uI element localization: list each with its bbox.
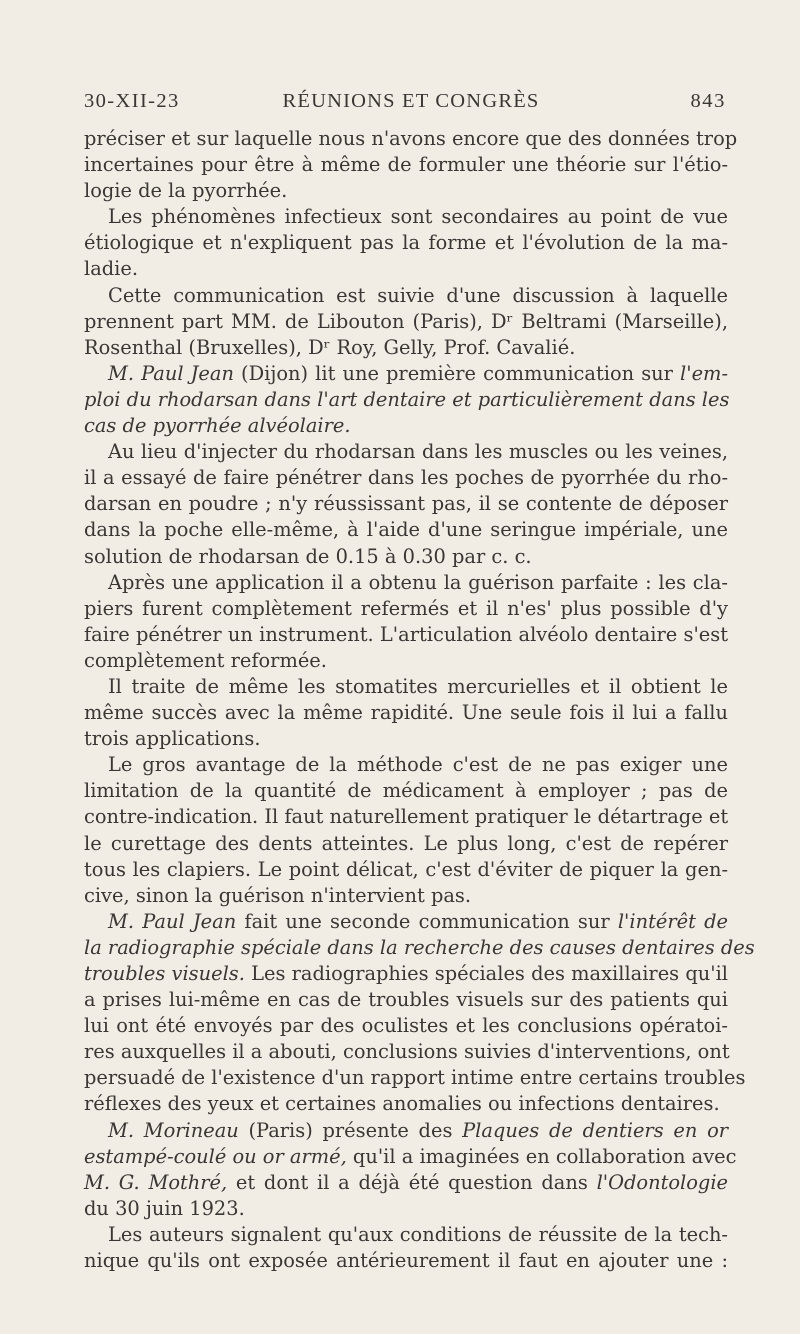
text-segment: trois applications. [84,727,261,751]
text-line [84,1170,728,1196]
text-segment: darsan en poudre ; n'y réussissant pas, il se contente de déposer [84,492,728,516]
text-line [84,1222,728,1248]
italic-text-segment: Plaques de dentiers en or [462,1118,729,1142]
text-line [84,309,728,335]
italic-text-segment: ploi du rhodarsan dans l'art dentaire et particulièrement dans les [84,387,730,411]
text-segment: fait une seconde communication sur [236,909,618,933]
text-segment: faire pénétrer un instrument. L'articulation alvéolo dentaire s'est [84,622,728,646]
text-line [84,596,728,622]
text-line [84,752,728,778]
text-segment: lui ont été envoyés par des oculistes et les conclusions opératoi- [84,1014,728,1038]
text-line [84,1248,728,1274]
text-segment: logie de la pyorrhée. [84,179,288,203]
text-segment: tous les clapiers. Le point délicat, c'est d'éviter de piquer la gen- [84,857,728,881]
text-line [84,152,728,178]
text-line [84,439,728,465]
text-line [84,491,728,517]
text-segment: a prises lui-même en cas de troubles visuels sur des patients qui [84,988,728,1012]
text-line [84,831,728,857]
italic-text-segment: l'Odontologie [596,1170,728,1194]
text-segment: étiologique et n'expliquent pas la forme et l'évolution de la ma- [84,231,728,255]
text-line [84,126,738,152]
text-line [84,804,728,830]
text-line [84,1013,728,1039]
text-segment: persuadé de l'existence d'un rapport intime entre certains troubles [84,1066,746,1090]
text-line [84,648,728,674]
text-segment: Les auteurs signalent qu'aux conditions de réussite de la tech- [108,1222,728,1246]
text-segment: complètement reformée. [84,648,327,672]
text-segment: Les radiographies spéciales des maxillaires qu'il [244,962,728,985]
text-line [84,909,728,935]
text-segment: réflexes des yeux et certaines anomalies ou infections dentaires. [84,1092,720,1116]
text-line [84,778,728,804]
text-line [84,1039,728,1065]
italic-text-segment: troubles visuels. [84,962,245,985]
italic-text-segment: M. Paul Jean [108,361,234,385]
text-segment: préciser et sur laquelle nous n'avons encore que des données trop [84,127,738,150]
text-segment: piers furent complètement refermés et il n'es' plus possible d'y [84,596,728,620]
italic-text-segment: l'em- [680,361,728,385]
text-segment: res auxquelles il a abouti, conclusions suivies d'interventions, ont [84,1040,730,1064]
body-text [84,126,755,1274]
text-line [84,935,755,961]
text-segment: qu'il a imaginées en collaboration avec [346,1144,737,1168]
text-segment: Après une application il a obtenu la guérison parfaite : les cla- [108,570,728,594]
text-segment: du 30 juin 1923. [84,1196,245,1220]
text-line [84,1196,728,1222]
text-line [84,1065,746,1091]
text-line [84,726,728,752]
text-line [84,283,728,309]
text-line [84,413,728,439]
italic-text-segment: cas de pyorrhée alvéolaire. [84,414,351,438]
italic-text-segment: M. Morineau [108,1118,239,1142]
italic-text-segment: estampé-coulé ou or armé, [84,1144,347,1168]
text-line [84,1144,737,1170]
italic-text-segment: M. G. Mothré, [84,1170,228,1194]
text-segment: (Dijon) lit une première communication sur [233,361,681,385]
text-line [84,570,728,596]
text-line [84,961,728,987]
text-segment: Les phénomènes infectieux sont secondaires au point de vue [108,205,728,229]
text-segment: Au lieu d'injecter du rhodarsan dans les muscles ou les veines, [108,440,728,464]
text-line [84,883,728,909]
text-segment: solution de rhodarsan de 0.15 à 0.30 par c. c. [84,544,532,568]
running-header [84,88,728,114]
text-segment: dans la poche elle-même, à l'aide d'une seringue impériale, une [84,518,728,542]
text-line [84,335,728,361]
text-line [84,387,728,413]
text-segment: limitation de la quantité de médicament à employer ; pas de [84,779,728,803]
text-line [84,622,728,648]
text-line [84,857,728,883]
italic-text-segment: l'intérêt de [617,909,728,933]
text-segment: nique qu'ils ont exposée antérieurement il faut en ajouter une : [84,1249,728,1273]
text-segment: il a essayé de faire pénétrer dans les poches de pyorrhée du rho- [84,466,728,490]
text-segment: Il traite de même les stomatites mercurielles et il obtient le [108,674,728,698]
text-segment: cive, sinon la guérison n'intervient pas. [84,883,472,907]
text-line [84,465,728,491]
text-line [84,700,728,726]
text-segment: prennent part MM. de Libouton (Paris), Dʳ Beltrami (Marseille), [84,309,728,333]
text-segment: Rosenthal (Bruxelles), Dʳ Roy, Gelly, Prof. Cavalié. [84,335,576,359]
text-segment: ladie. [84,257,139,281]
text-segment: Cette communication est suivie d'une discussion à laquelle [108,283,728,307]
text-line [84,674,728,700]
text-segment: contre-indication. Il faut naturellement pratiquer le détartrage et [84,805,729,829]
text-line [84,178,728,204]
italic-text-segment: la radiographie spéciale dans la recherche des causes dentaires des [84,935,755,959]
text-line [84,987,728,1013]
text-segment: le curettage des dents atteintes. Le plus long, c'est de repérer [84,831,728,855]
text-line [84,256,728,282]
text-segment: et dont il a déjà été question dans [227,1170,597,1194]
italic-text-segment: M. Paul Jean [108,909,237,933]
page-number: 843 [690,90,726,112]
text-line [84,361,728,387]
header-date: 30-XII-23 [84,90,180,112]
text-line [84,544,728,570]
text-line [84,230,728,256]
text-line [84,1118,728,1144]
text-line [84,1091,728,1117]
header-section-title: RÉUNIONS ET CONGRÈS [282,90,540,112]
text-segment: incertaines pour être à même de formuler une théorie sur l'étio- [84,153,728,177]
text-segment: même succès avec la même rapidité. Une seule fois il lui a fallu [84,701,728,725]
text-segment: (Paris) présente des [238,1118,463,1142]
text-line [84,517,728,543]
text-segment: Le gros avantage de la méthode c'est de ne pas exiger une [108,753,728,777]
text-line [84,204,728,230]
